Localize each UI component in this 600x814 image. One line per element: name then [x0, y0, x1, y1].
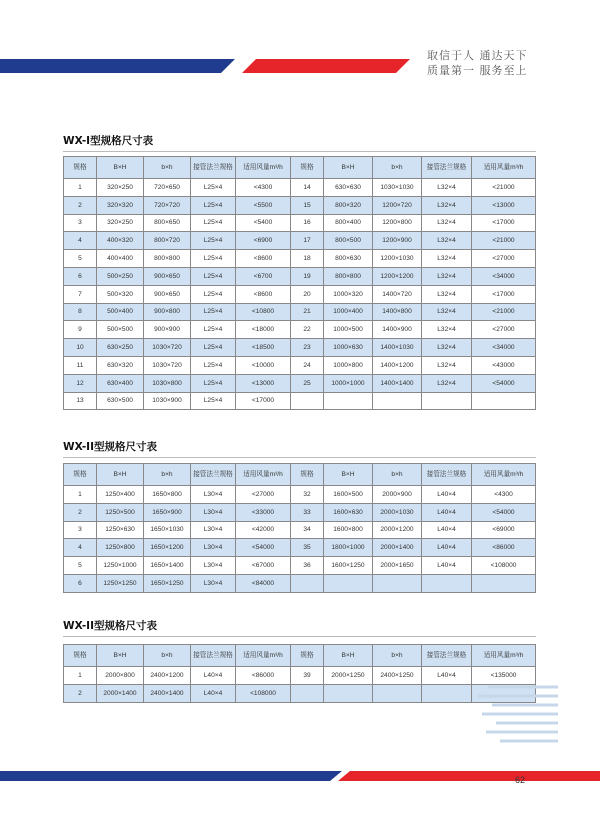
- table-cell: 2400×1200: [144, 667, 191, 685]
- table-cell: <108000: [236, 684, 291, 702]
- table-cell: 500×500: [97, 321, 144, 339]
- table-cell: 400×320: [97, 232, 144, 250]
- table-cell: 900×900: [144, 321, 191, 339]
- table-cell: [291, 392, 324, 410]
- column-header: 规格: [64, 645, 97, 667]
- column-header: 接管法兰规格: [422, 464, 472, 486]
- table-cell: 24: [291, 356, 324, 374]
- table-cell: <34000: [472, 267, 536, 285]
- table-cell: 22: [291, 321, 324, 339]
- table-row: [64, 250, 536, 268]
- table-cell: <27000: [472, 321, 536, 339]
- table-cell: 1000×400: [324, 303, 373, 321]
- column-header: b×h: [144, 464, 191, 486]
- table-cell: 1250×400: [97, 486, 144, 504]
- table-cell: 39: [291, 667, 324, 685]
- table-cell: 2000×1650: [373, 557, 422, 575]
- table-cell: 900×650: [144, 267, 191, 285]
- table-cell: 2000×1030: [373, 503, 422, 521]
- table-cell: 1650×1400: [144, 557, 191, 575]
- table-cell: <86000: [472, 539, 536, 557]
- table-cell: <13000: [236, 374, 291, 392]
- column-header: 适用风量m³/h: [472, 464, 536, 486]
- table-cell: L40×4: [422, 503, 472, 521]
- table-cell: L40×4: [422, 486, 472, 504]
- table-cell: <67000: [236, 557, 291, 575]
- table-cell: L32×4: [422, 232, 472, 250]
- table-cell: <86000: [236, 667, 291, 685]
- column-header: 适用风量m³/h: [236, 157, 291, 179]
- table-cell: 2000×800: [97, 667, 144, 685]
- table-cell: 1400×800: [373, 303, 422, 321]
- table-cell: <54000: [472, 374, 536, 392]
- decorative-lines: [478, 683, 558, 753]
- table-cell: 1200×720: [373, 196, 422, 214]
- table-cell: L25×4: [191, 196, 236, 214]
- table-cell: <5400: [236, 214, 291, 232]
- table-cell: 800×630: [324, 250, 373, 268]
- table-cell: L25×4: [191, 232, 236, 250]
- table-cell: <108000: [472, 557, 536, 575]
- table-cell: 1030×720: [144, 356, 191, 374]
- table-cell: <6700: [236, 267, 291, 285]
- table-cell: L32×4: [422, 374, 472, 392]
- table-cell: L30×4: [191, 574, 236, 592]
- table-cell: 1200×1030: [373, 250, 422, 268]
- table-cell: 630×250: [97, 339, 144, 357]
- table-cell: 2000×1250: [324, 667, 373, 685]
- table-cell: [324, 684, 373, 702]
- table-cell: 6: [64, 574, 97, 592]
- column-header: 接管法兰规格: [191, 157, 236, 179]
- table-cell: [422, 574, 472, 592]
- table-cell: L32×4: [422, 356, 472, 374]
- table-cell: 25: [291, 374, 324, 392]
- table-row: [64, 214, 536, 232]
- table-cell: [324, 574, 373, 592]
- table-cell: <10000: [236, 356, 291, 374]
- table-cell: 500×250: [97, 267, 144, 285]
- table-cell: 1030×1030: [373, 179, 422, 197]
- table-cell: [472, 574, 536, 592]
- table-cell: 1: [64, 667, 97, 685]
- table-cell: 12: [64, 374, 97, 392]
- spec-table-wx-1: [63, 156, 536, 410]
- table-cell: 1: [64, 179, 97, 197]
- table-cell: <21000: [472, 303, 536, 321]
- table-cell: <18500: [236, 339, 291, 357]
- table-cell: [422, 392, 472, 410]
- table-cell: 34: [291, 521, 324, 539]
- spec-table-wx-2: [63, 463, 536, 593]
- table-cell: 1: [64, 486, 97, 504]
- column-header: 接管法兰规格: [191, 464, 236, 486]
- table-row: [64, 557, 536, 575]
- column-header: 规格: [291, 157, 324, 179]
- table-cell: 1000×1000: [324, 374, 373, 392]
- table-cell: 23: [291, 339, 324, 357]
- column-header: B×H: [324, 157, 373, 179]
- table-cell: L25×4: [191, 303, 236, 321]
- table-cell: 720×720: [144, 196, 191, 214]
- column-header: 规格: [291, 464, 324, 486]
- table-row: [64, 267, 536, 285]
- table-cell: 16: [291, 214, 324, 232]
- section-title-wx-1: WX-I型规格尺寸表: [63, 135, 154, 147]
- table-cell: 2000×900: [373, 486, 422, 504]
- table-cell: 1600×630: [324, 503, 373, 521]
- table-cell: 11: [64, 356, 97, 374]
- table-cell: 5: [64, 557, 97, 575]
- table-cell: 1400×1030: [373, 339, 422, 357]
- table-cell: <54000: [472, 503, 536, 521]
- table-cell: 35: [291, 539, 324, 557]
- column-header: 接管法兰规格: [422, 645, 472, 667]
- table-cell: 1200×1200: [373, 267, 422, 285]
- section-rule: [63, 636, 536, 637]
- table-cell: L25×4: [191, 285, 236, 303]
- table-cell: <5500: [236, 196, 291, 214]
- table-cell: 33: [291, 503, 324, 521]
- table-cell: 4: [64, 232, 97, 250]
- table-cell: 21: [291, 303, 324, 321]
- column-header: 适用风量m³/h: [472, 157, 536, 179]
- table-row: [64, 356, 536, 374]
- table-cell: [291, 574, 324, 592]
- table-cell: L32×4: [422, 339, 472, 357]
- table-cell: 2000×1400: [373, 539, 422, 557]
- table-cell: 900×800: [144, 303, 191, 321]
- table-cell: <69000: [472, 521, 536, 539]
- spec-table-wx-3: [63, 644, 536, 703]
- table-cell: 18: [291, 250, 324, 268]
- table-cell: <10800: [236, 303, 291, 321]
- table-row: [64, 196, 536, 214]
- table-cell: <17000: [472, 214, 536, 232]
- table-cell: [373, 574, 422, 592]
- table-cell: L32×4: [422, 179, 472, 197]
- table-cell: 2: [64, 196, 97, 214]
- slogan-line-1: 取信于人 通达天下: [427, 49, 528, 62]
- table-cell: <8600: [236, 285, 291, 303]
- table-cell: 320×250: [97, 179, 144, 197]
- table-cell: 630×500: [97, 392, 144, 410]
- table-cell: 3: [64, 521, 97, 539]
- table-cell: 1030×800: [144, 374, 191, 392]
- table-cell: L25×4: [191, 214, 236, 232]
- table-row: [64, 539, 536, 557]
- table-cell: 1600×500: [324, 486, 373, 504]
- table-cell: 6: [64, 267, 97, 285]
- table-cell: L25×4: [191, 321, 236, 339]
- table-cell: [324, 392, 373, 410]
- table-cell: 36: [291, 557, 324, 575]
- table-cell: [373, 684, 422, 702]
- table-cell: L40×4: [422, 557, 472, 575]
- table-cell: 400×400: [97, 250, 144, 268]
- table-cell: 1200×900: [373, 232, 422, 250]
- table-cell: <17000: [472, 285, 536, 303]
- table-cell: 630×400: [97, 374, 144, 392]
- table-cell: <6900: [236, 232, 291, 250]
- column-header: 适用风量m³/h: [472, 645, 536, 667]
- table-cell: 5: [64, 250, 97, 268]
- table-cell: 1000×320: [324, 285, 373, 303]
- table-cell: 10: [64, 339, 97, 357]
- table-cell: 13: [64, 392, 97, 410]
- table-cell: [373, 392, 422, 410]
- table-cell: L40×4: [422, 539, 472, 557]
- table-cell: 2400×1250: [373, 667, 422, 685]
- table-cell: L25×4: [191, 339, 236, 357]
- table-cell: 800×650: [144, 214, 191, 232]
- table-cell: L32×4: [422, 196, 472, 214]
- table-cell: 1250×1000: [97, 557, 144, 575]
- column-header: B×H: [324, 464, 373, 486]
- table-cell: 2: [64, 503, 97, 521]
- table-cell: L32×4: [422, 250, 472, 268]
- table-cell: L25×4: [191, 179, 236, 197]
- table-cell: 1030×900: [144, 392, 191, 410]
- column-header: b×h: [144, 157, 191, 179]
- table-cell: L32×4: [422, 303, 472, 321]
- table-row: [64, 503, 536, 521]
- table-cell: 7: [64, 285, 97, 303]
- table-cell: 1650×1030: [144, 521, 191, 539]
- column-header: 接管法兰规格: [191, 645, 236, 667]
- table-cell: L25×4: [191, 356, 236, 374]
- column-header: 接管法兰规格: [422, 157, 472, 179]
- table-cell: 2000×1200: [373, 521, 422, 539]
- column-header: 规格: [64, 157, 97, 179]
- table-header-row: [64, 157, 536, 179]
- table-cell: L25×4: [191, 267, 236, 285]
- table-cell: 1000×500: [324, 321, 373, 339]
- table-cell: 20: [291, 285, 324, 303]
- section-rule: [63, 151, 536, 152]
- table-cell: <33000: [236, 503, 291, 521]
- table-cell: 1650×900: [144, 503, 191, 521]
- table-row: [64, 374, 536, 392]
- table-row: [64, 232, 536, 250]
- table-cell: 1250×630: [97, 521, 144, 539]
- table-cell: 15: [291, 196, 324, 214]
- table-cell: 17: [291, 232, 324, 250]
- table-row: [64, 684, 536, 702]
- column-header: B×H: [97, 645, 144, 667]
- table-cell: 4: [64, 539, 97, 557]
- column-header: 规格: [291, 645, 324, 667]
- table-row: [64, 667, 536, 685]
- table-cell: 1030×720: [144, 339, 191, 357]
- table-cell: 800×800: [144, 250, 191, 268]
- table-cell: 1800×1000: [324, 539, 373, 557]
- section-title-wx-2: WX-II型规格尺寸表: [63, 441, 157, 453]
- table-cell: <17000: [236, 392, 291, 410]
- table-cell: 320×250: [97, 214, 144, 232]
- table-row: [64, 179, 536, 197]
- table-cell: 1400×1400: [373, 374, 422, 392]
- table-cell: 1000×800: [324, 356, 373, 374]
- column-header: b×h: [373, 464, 422, 486]
- table-cell: L30×4: [191, 486, 236, 504]
- table-cell: L30×4: [191, 539, 236, 557]
- table-cell: <8600: [236, 250, 291, 268]
- table-cell: 19: [291, 267, 324, 285]
- table-cell: 9: [64, 321, 97, 339]
- table-cell: <84000: [236, 574, 291, 592]
- table-row: [64, 574, 536, 592]
- table-cell: 1200×800: [373, 214, 422, 232]
- table-cell: 2400×1400: [144, 684, 191, 702]
- bottom-stripe-decoration: [0, 768, 600, 784]
- table-cell: L32×4: [422, 321, 472, 339]
- table-cell: 1650×800: [144, 486, 191, 504]
- table-cell: <27000: [236, 486, 291, 504]
- table-cell: 1250×800: [97, 539, 144, 557]
- table-row: [64, 321, 536, 339]
- table-cell: L40×4: [191, 667, 236, 685]
- table-cell: 2: [64, 684, 97, 702]
- column-header: b×h: [144, 645, 191, 667]
- table-row: [64, 303, 536, 321]
- table-cell: <21000: [472, 179, 536, 197]
- table-cell: 900×650: [144, 285, 191, 303]
- table-cell: <21000: [472, 232, 536, 250]
- table-cell: 1600×1250: [324, 557, 373, 575]
- table-cell: L30×4: [191, 521, 236, 539]
- table-cell: <43000: [472, 356, 536, 374]
- table-cell: 1650×1250: [144, 574, 191, 592]
- table-row: [64, 521, 536, 539]
- column-header: B×H: [97, 464, 144, 486]
- table-cell: L40×4: [422, 521, 472, 539]
- table-cell: <34000: [472, 339, 536, 357]
- column-header: b×h: [373, 645, 422, 667]
- table-cell: <54000: [236, 539, 291, 557]
- table-cell: L40×4: [422, 667, 472, 685]
- table-row: [64, 486, 536, 504]
- page-number: 62: [515, 775, 526, 785]
- table-cell: 1600×800: [324, 521, 373, 539]
- table-cell: 800×720: [144, 232, 191, 250]
- column-header: B×H: [97, 157, 144, 179]
- column-header: 规格: [64, 464, 97, 486]
- table-cell: <4300: [472, 486, 536, 504]
- table-cell: 630×320: [97, 356, 144, 374]
- table-cell: <18000: [236, 321, 291, 339]
- table-cell: [291, 684, 324, 702]
- slogan: [427, 48, 528, 78]
- table-cell: L32×4: [422, 214, 472, 232]
- table-cell: <135000: [472, 667, 536, 685]
- table-cell: 1000×630: [324, 339, 373, 357]
- table-cell: 720×650: [144, 179, 191, 197]
- table-cell: <27000: [472, 250, 536, 268]
- table-cell: <42000: [236, 521, 291, 539]
- table-cell: 1650×1200: [144, 539, 191, 557]
- column-header: b×h: [373, 157, 422, 179]
- table-cell: 2000×1400: [97, 684, 144, 702]
- column-header: 适用风量m³/h: [236, 464, 291, 486]
- table-cell: 14: [291, 179, 324, 197]
- table-cell: 32: [291, 486, 324, 504]
- table-cell: <4300: [236, 179, 291, 197]
- section-rule: [63, 457, 536, 458]
- section-title-wx-3: WX-II型规格尺寸表: [63, 620, 157, 632]
- table-cell: [472, 392, 536, 410]
- table-cell: 800×320: [324, 196, 373, 214]
- table-cell: 1250×1250: [97, 574, 144, 592]
- table-cell: L25×4: [191, 374, 236, 392]
- table-cell: 500×400: [97, 303, 144, 321]
- table-row: [64, 339, 536, 357]
- table-cell: 8: [64, 303, 97, 321]
- table-cell: 3: [64, 214, 97, 232]
- table-cell: 500×320: [97, 285, 144, 303]
- slogan-line-2: 质量第一 服务至上: [427, 64, 528, 77]
- table-header-row: [64, 645, 536, 667]
- table-cell: [422, 684, 472, 702]
- table-cell: 800×500: [324, 232, 373, 250]
- table-header-row: [64, 464, 536, 486]
- table-cell: 1250×500: [97, 503, 144, 521]
- column-header: B×H: [324, 645, 373, 667]
- table-cell: L30×4: [191, 557, 236, 575]
- table-cell: 1400×720: [373, 285, 422, 303]
- table-cell: L32×4: [422, 267, 472, 285]
- table-cell: L25×4: [191, 250, 236, 268]
- table-cell: 800×800: [324, 267, 373, 285]
- table-cell: L40×4: [191, 684, 236, 702]
- table-row: [64, 392, 536, 410]
- table-cell: L25×4: [191, 392, 236, 410]
- table-row: [64, 285, 536, 303]
- table-cell: 630×630: [324, 179, 373, 197]
- table-cell: 320×320: [97, 196, 144, 214]
- table-cell: 800×400: [324, 214, 373, 232]
- table-cell: 1400×900: [373, 321, 422, 339]
- table-cell: L30×4: [191, 503, 236, 521]
- table-cell: L32×4: [422, 285, 472, 303]
- table-cell: 1400×1200: [373, 356, 422, 374]
- column-header: 适用风量m³/h: [236, 645, 291, 667]
- table-cell: <13000: [472, 196, 536, 214]
